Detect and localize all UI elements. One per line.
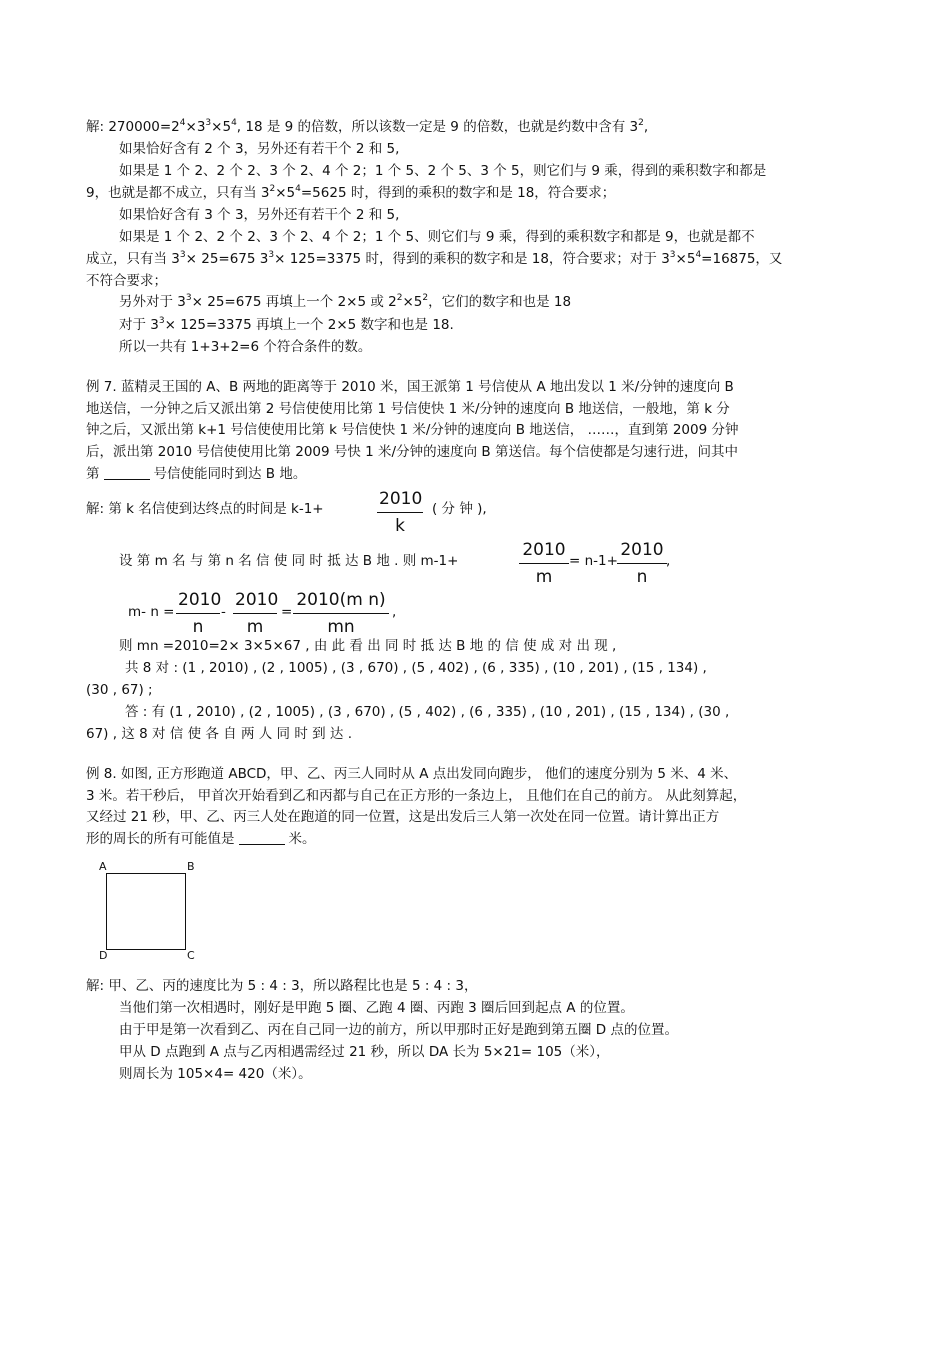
sol6-line-11: 所以一共有 1+3+2=6 个符合条件的数。 (119, 339, 372, 355)
fraction-2010-over-n: $\frac{2010}{n}$ (617, 540, 667, 587)
sol8-line-4: 甲从 D 点跑到 A 点与乙丙相遇需经过 21 秒，所以 DA 长为 5×21= 105（米）， (119, 1044, 610, 1060)
ex8-line-3: 又经过 21 秒，甲、乙、丙三人处在跑道的同一位置，这是出发后三人第一次处在同一位置。请计算出正方 (86, 809, 720, 825)
fraction-2010-m-n-over-mn: $\frac{\text{2010(m n)}}{mn}$ (293, 590, 389, 637)
sol8-line-1: 解: 甲、乙、丙的速度比为 5 : 4 : 3，所以路程比也是 5 : 4 : 3， (86, 978, 478, 994)
sol7-line-3: m- n = (128, 604, 175, 620)
ex7-line-3: 钟之后，又派出第 k+1 号信使使用比第 k 号信使快 1 米/分钟的速度向 B 地送信， ……，直到第 2009 分钟 (86, 422, 739, 438)
ex7-line-2: 地送信，一分钟之后又派出第 2 号信使使用比第 1 号信使快 1 米/分钟的速度向 B 地送信，一般地，第 k 分 (86, 401, 730, 417)
sol6-line-8: 不符合要求； (86, 273, 167, 289)
square-track-diagram (106, 873, 186, 950)
sol6-line-5: 如果恰好含有 3 个 3，另外还有若干个 2 和 5, (119, 207, 400, 223)
ex7-line-5: 第 号信使能同时到达 B 地。 (86, 466, 307, 482)
sol7-line-8: 67) , 这 8 对 信 使 各 自 两 人 同 时 到 达 . (86, 726, 352, 742)
ex8-line-2: 3 米。若干秒后， 甲首次开始看到乙和丙都与自己在正方形的一条边上， 且他们在自己的前方。 从此刻算起， (86, 788, 747, 804)
sol7-line-4: 则 mn =2010=2× 3×5×67 , 由 此 看 出 同 时 抵 达 B 地 的 信 使 成 对 出 现 , (119, 638, 617, 654)
fraction-2010-over-m-2: $\frac{2010}{m}$ (235, 590, 279, 637)
sol6-line-9: 另外对于 $3^3\times 25=675$ 再填上一个 2×5 或 $2^2\times 5^2$，它们的数字和也是 18 (119, 293, 572, 310)
vertex-label-d: D (99, 949, 108, 962)
answer-blank-2 (239, 831, 285, 845)
sol7-line-1: 解: 第 k 名信使到达终点的时间是 k-1+ (86, 501, 324, 517)
answer-blank (104, 466, 150, 480)
sol6-line-4: 9，也就是都不成立，只有当 $3^2\times 5^4=5625$ 时，得到的乘积的数字和是 18，符合要求； (86, 184, 616, 201)
sol7-eq: = n-1+ (569, 553, 618, 569)
fraction-2010-over-m: $\frac{2010}{m}$ (519, 540, 569, 587)
ex8-line-4: 形的周长的所有可能值是 米。 (86, 831, 316, 847)
sol6-line-2: 如果恰好含有 2 个 3，另外还有若干个 2 和 5, (119, 141, 400, 157)
vertex-label-b: B (187, 860, 195, 873)
sol6-line-3: 如果是 1 个 2、2 个 2、3 个 2、4 个 2；1 个 5、2 个 5、3 个 5，则它们与 9 乘，得到的乘积数字和都是 (119, 163, 767, 179)
fraction-2010-over-n-2: $\frac{2010}{n}$ (178, 590, 222, 637)
sol7-equals: = (281, 604, 293, 620)
sol8-line-5: 则周长为 105×4= 420（米）。 (119, 1066, 312, 1082)
sol7-minus: - (221, 604, 226, 620)
sol6-line-7: 成立，只有当 $3^3\times 25=675$ $3^3\times 125=3375$ 时，得到的乘积的数字和是 18，符合要求；对于 $3^3\times 5^4=16875$，又 (86, 250, 783, 267)
sol6-line-6: 如果是 1 个 2、2 个 2、3 个 2、4 个 2；1 个 5、则它们与 9 乘，得到的乘积数字和都是 9，也就是都不 (119, 229, 755, 245)
sol6-line-10: 对于 $3^3\times 125=3375$ 再填上一个 2×5 数字和也是 18. (119, 316, 454, 333)
sol7-comma-2: , (392, 604, 397, 620)
sol8-line-2: 当他们第一次相遇时，刚好是甲跑 5 圈、乙跑 4 圈、丙跑 3 圈后回到起点 A 的位置。 (119, 1000, 634, 1016)
sol7-line-2: 设 第 m 名 与 第 n 名 信 使 同 时 抵 达 B 地 . 则 m-1+ (119, 553, 459, 569)
sol7-unit: ( 分 钟 ), (432, 501, 487, 517)
sol6-line-1: 解: $270000=2^4\times 3^3\times 5^4$, 18 是 9 的倍数，所以该数一定是 9 的倍数，也就是约数中含有 $3^2$, (86, 118, 649, 135)
fraction-2010-over-k: $\frac{2010}{k}$ (379, 489, 423, 536)
sol7-line-5: 共 8 对 : (1 , 2010) , (2 , 1005) , (3 , 670) , (5 , 402) , (6 , 335) , (10 , 201) , (15 , 134) , (125, 660, 707, 676)
vertex-label-c: C (187, 949, 195, 962)
sol7-comma: , (666, 553, 671, 569)
sol8-line-3: 由于甲是第一次看到乙、丙在自己同一边的前方，所以甲那时正好是跑到第五圈 D 点的位置。 (119, 1022, 678, 1038)
vertex-label-a: A (99, 860, 107, 873)
sol7-line-7: 答 : 有 (1 , 2010) , (2 , 1005) , (3 , 670) , (5 , 402) , (6 , 335) , (10 , 201) , (15 , 134) , (30 , (125, 704, 730, 720)
ex7-line-4: 后，派出第 2010 号信使使用比第 2009 号快 1 米/分钟的速度向 B 第送信。每个信使都是匀速行进，问其中 (86, 444, 738, 460)
ex7-line-1: 例 7. 蓝精灵王国的 A、B 两地的距离等于 2010 米，国王派第 1 号信使从 A 地出发以 1 米/分钟的速度向 B (86, 379, 734, 395)
sol7-line-6: (30 , 67) ; (86, 682, 153, 698)
ex8-line-1: 例 8. 如图, 正方形跑道 ABCD，甲、乙、丙三人同时从 A 点出发同向跑步， 他们的速度分别为 5 米、4 米、 (86, 766, 738, 782)
